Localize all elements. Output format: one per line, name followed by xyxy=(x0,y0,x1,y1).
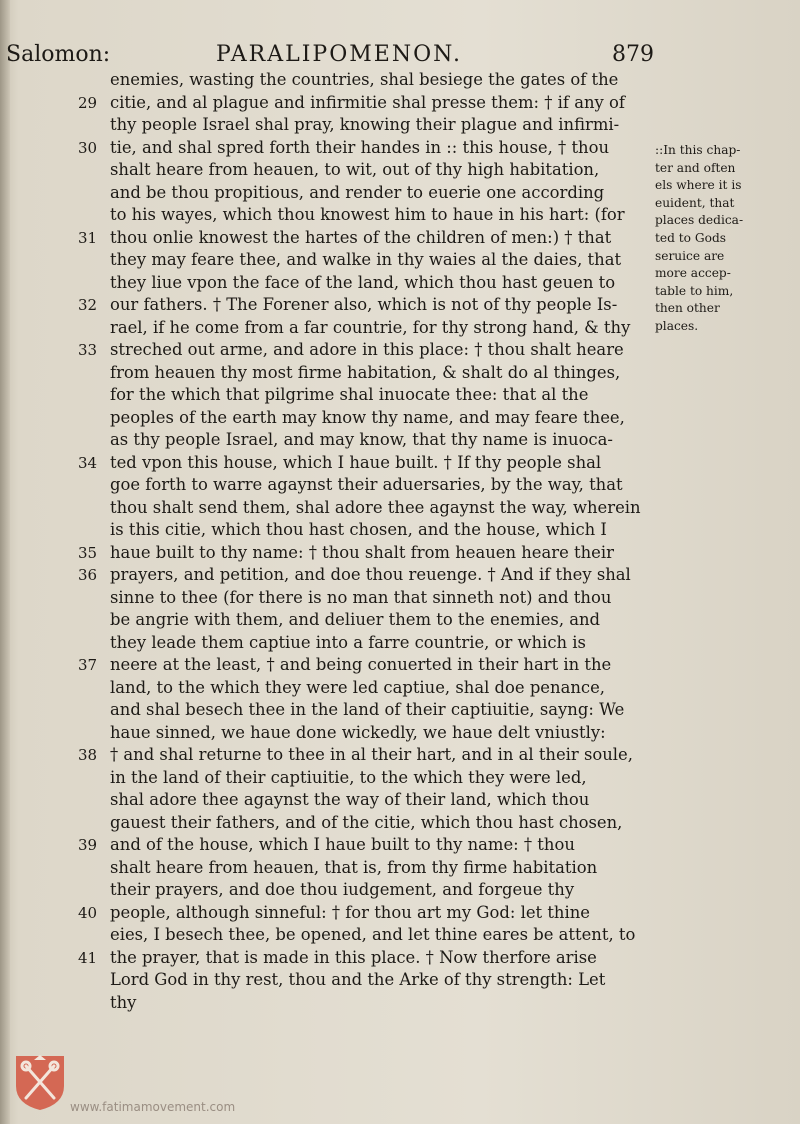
verse-number: 35 xyxy=(78,543,98,562)
line-text: shalt heare from heauen, that is, from thy firme habitation xyxy=(110,857,598,877)
line-text: ted vpon this house, which I haue built. † If thy people shal xyxy=(110,452,602,472)
line-text: shal adore thee agaynst the way of their land, which thou xyxy=(110,790,590,809)
line-text: the prayer, that is made in this place. † Now therfore arise xyxy=(110,947,597,967)
text-line xyxy=(80,452,650,475)
verse-number: 32 xyxy=(78,296,98,314)
line-text: as thy people Israel, and may know, that thy name is inuoca- xyxy=(110,430,613,449)
line-text: thou shalt send them, shal adore thee agaynst the way, wherein xyxy=(110,497,641,517)
text-line xyxy=(80,69,650,92)
text-line xyxy=(80,632,650,655)
text-line xyxy=(80,699,650,722)
verse-number: 37 xyxy=(78,656,98,674)
verse-number: 36 xyxy=(78,566,98,584)
text-line xyxy=(80,159,650,182)
text-line xyxy=(80,497,650,520)
text-line xyxy=(80,542,650,565)
line-text: land, to the which they were led captiue, shal doe penance, xyxy=(110,677,605,697)
line-text: shalt heare from heauen, to wit, out of thy high habitation, xyxy=(110,160,600,179)
text-line xyxy=(80,114,650,137)
line-text: enemies, wasting the countries, shal besiege the gates of the xyxy=(110,70,619,89)
line-text: gauest their fathers, and of the citie, which thou hast chosen, xyxy=(110,812,623,832)
line-text: they liue vpon the face of the land, which thou hast geuen to xyxy=(110,272,616,292)
verse-number: 40 xyxy=(78,903,98,922)
line-text: thou onlie knowest the hartes of the children of men:) † that xyxy=(110,227,612,247)
verse-number: 38 xyxy=(78,746,98,764)
body-text xyxy=(80,69,650,1014)
text-line xyxy=(80,204,650,227)
margin-note-line: then other xyxy=(655,301,720,316)
margin-note-line: table to him, xyxy=(655,283,734,298)
line-text: in the land of their captiuitie, to the which they were led, xyxy=(110,767,587,787)
verse-number: 33 xyxy=(78,341,98,359)
text-line xyxy=(80,812,650,835)
verse-number: 30 xyxy=(78,138,98,157)
line-text: streched out arme, and adore in this place: † thou shalt heare xyxy=(110,340,624,359)
text-line xyxy=(80,227,650,250)
text-line xyxy=(80,722,650,745)
page-number: 879 xyxy=(612,42,654,67)
margin-note-line: places. xyxy=(655,318,699,333)
line-text: Lord God in thy rest, thou and the Arke of thy strength: Let xyxy=(110,970,606,989)
text-line xyxy=(80,429,650,452)
text-line xyxy=(80,407,650,430)
text-line xyxy=(80,857,650,880)
text-line xyxy=(80,564,650,587)
margin-note-line: euident, that xyxy=(655,195,735,210)
verse-number: 34 xyxy=(78,453,98,472)
line-text: haue sinned, we haue done wickedly, we haue delt vniustly: xyxy=(110,722,606,742)
verse-number: 31 xyxy=(78,228,98,247)
line-text: for the which that pilgrime shal inuocate thee: that al the xyxy=(110,385,589,404)
text-line xyxy=(80,249,650,272)
line-text: thy people Israel shal pray, knowing their plague and infirmi- xyxy=(110,115,620,134)
margin-note-line: ::In this chap- xyxy=(655,143,741,157)
line-text: be angrie with them, and deliuer them to the enemies, and xyxy=(110,610,601,629)
line-text: they may feare thee, and walke in thy waies al the daies, that xyxy=(110,250,622,269)
text-line xyxy=(80,969,650,992)
margin-note-line: more accep- xyxy=(655,266,731,281)
line-text: and of the house, which I haue built to thy name: † thou xyxy=(110,835,575,854)
line-text: they leade them captiue into a farre countrie, or which is xyxy=(110,632,586,652)
running-header xyxy=(6,38,658,72)
line-text: neere at the least, † and being conuerted in their hart in the xyxy=(110,655,612,674)
text-line xyxy=(80,879,650,902)
text-line xyxy=(80,677,650,700)
line-text: peoples of the earth may know thy name, and may feare thee, xyxy=(110,407,625,427)
line-text: eies, I besech thee, be opened, and let thine eares be attent, to xyxy=(110,925,636,944)
margin-note-line: els where it is xyxy=(655,178,742,193)
text-line xyxy=(80,744,650,767)
verse-number: 29 xyxy=(78,93,98,112)
text-line xyxy=(80,137,650,160)
line-text: rael, if he come from a far countrie, for thy strong hand, & thy xyxy=(110,317,631,337)
line-text: and shal besech thee in the land of their captiuitie, sayng: We xyxy=(110,700,625,719)
text-line xyxy=(80,294,650,317)
line-text: people, although sinneful: † for thou art my God: let thine xyxy=(110,902,590,922)
line-text: is this citie, which thou hast chosen, and the house, which I xyxy=(110,520,607,539)
text-line xyxy=(80,362,650,385)
header-title: PARALIPOMENON. xyxy=(216,42,462,67)
margin-note-line: ter and often xyxy=(655,160,736,175)
footer xyxy=(12,1052,312,1116)
line-text: haue built to thy name: † thou shalt from heauen heare their xyxy=(110,542,614,562)
line-text: from heauen thy most firme habitation, & shalt do al thinges, xyxy=(110,362,621,382)
text-line xyxy=(80,609,650,632)
line-text: their prayers, and doe thou iudgement, and forgeue thy xyxy=(110,880,575,899)
line-text: and be thou propitious, and render to euerie one according xyxy=(110,182,605,202)
text-line xyxy=(80,272,650,295)
line-text: thy xyxy=(110,992,137,1012)
text-line xyxy=(80,947,650,970)
text-line xyxy=(80,339,650,362)
margin-note-line: ted to Gods xyxy=(655,230,727,245)
line-text: our fathers. † The Forener also, which is not of thy people Is- xyxy=(110,295,618,314)
text-line xyxy=(80,789,650,812)
website-url[interactable]: www.fatimamovement.com xyxy=(70,1100,236,1114)
line-text: † and shal returne to thee in al their hart, and in al their soule, xyxy=(110,745,633,764)
text-line xyxy=(80,384,650,407)
text-line xyxy=(80,317,650,340)
text-line xyxy=(80,654,650,677)
text-line xyxy=(80,587,650,610)
verse-number: 39 xyxy=(78,836,98,854)
text-line xyxy=(80,767,650,790)
line-text: prayers, and petition, and doe thou reuenge. † And if they shal xyxy=(110,565,631,584)
text-line xyxy=(80,519,650,542)
text-line xyxy=(80,834,650,857)
text-line xyxy=(80,182,650,205)
text-line xyxy=(80,92,650,115)
line-text: to his wayes, which thou knowest him to haue in his hart: (for xyxy=(110,205,625,224)
line-text: citie, and al plague and infirmitie shal presse them: † if any of xyxy=(110,92,625,112)
header-left: Salomon: xyxy=(6,42,111,67)
verse-number: 41 xyxy=(78,948,98,967)
text-line xyxy=(80,474,650,497)
margin-note xyxy=(655,142,795,336)
margin-note-line: seruice are xyxy=(655,248,725,263)
line-text: sinne to thee (for there is no man that sinneth not) and thou xyxy=(110,587,612,607)
text-line xyxy=(80,902,650,925)
line-text: goe forth to warre agaynst their aduersaries, by the way, that xyxy=(110,475,623,494)
text-line xyxy=(80,924,650,947)
page-gutter xyxy=(0,0,10,1124)
margin-note-line: places dedica- xyxy=(655,213,744,228)
line-text: tie, and shal spred forth their handes in :: this house, † thou xyxy=(110,137,610,157)
papal-keys-logo-icon xyxy=(12,1052,68,1112)
text-line xyxy=(80,992,650,1015)
